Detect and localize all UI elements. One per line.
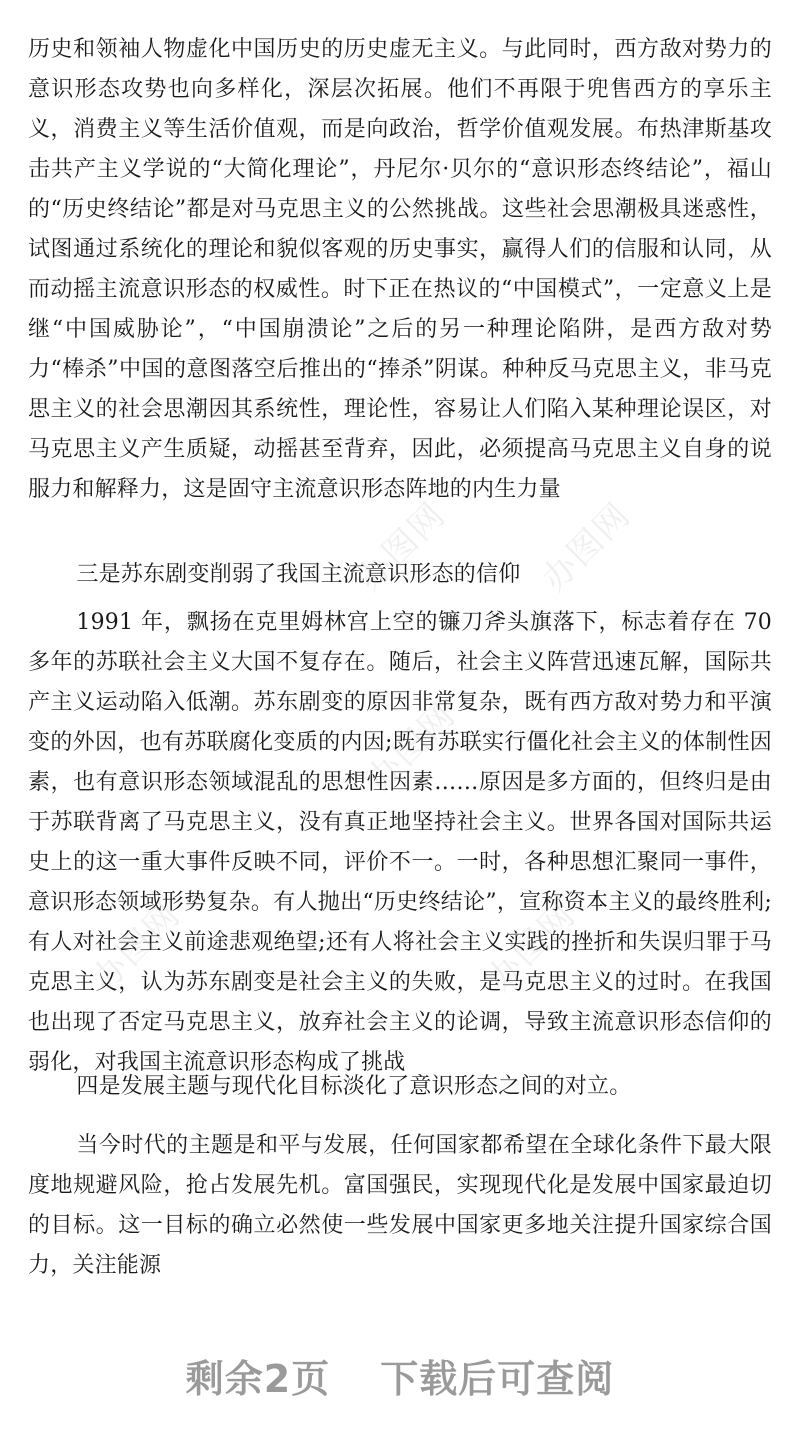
paragraph-text: 历史和领袖人物虚化中国历史的历史虚无主义。与此同时，西方敌对势力的意识形态攻势也向多样化，深层次拓展。他们不再限于兜售西方的享乐主义，消费主义等生活价值观，而是向政治，哲学价值观发展。布热津斯基攻击共产主义学说的“大简化理论”，丹尼尔·贝尔的“意识形态终结论”，福山的“历史终结论”都是对马克思主义的公然挑战。这些社会思潮极具迷惑性，试图通过系统化的理论和貌似客观的历史事实，赢得人们的信服和认同，从而动摇主流意识形态的权威性。时下正在热议的“中国模式”，一定意义上是继“中国威胁论”，“中国崩溃论”之后的另一种理论陷阱，是西方敌对势力“棒杀”中国的意图落空后推出的“捧杀”阴谋。种种反马克思主义，非马克思主义的社会思潮因其系统性，理论性，容易让人们陷入某种理论误区，对马克思主义产生质疑，动摇甚至背弃，因此，必须提高马克思主义自身的说服力和解释力，这是固守主流意识形态阵地的内生力量	[28, 37, 772, 502]
section-heading-4	[28, 1067, 772, 1107]
watermark: 办图网	[349, 494, 454, 600]
remaining-pages-label: 剩余2页	[185, 1357, 331, 1401]
download-prompt-banner[interactable]	[0, 1348, 800, 1403]
heading-text: 三是苏东剧变削弱了我国主流意识形态的信仰	[76, 562, 521, 587]
watermark: 办图网	[534, 494, 639, 600]
paragraph-block-2	[28, 603, 772, 1083]
paragraph-block-3	[28, 1126, 772, 1286]
section-heading-3	[28, 555, 772, 595]
watermark: 办图网	[479, 894, 584, 1000]
watermark: 办图网	[359, 694, 464, 800]
download-to-view-label: 下载后可查阅	[380, 1357, 615, 1401]
paragraph-text: 1991 年，飘扬在克里姆林宫上空的镰刀斧头旗落下，标志着存在 70 多年的苏联社会主义大国不复存在。随后，社会主义阵营迅速瓦解，国际共产主义运动陷入低潮。苏东剧变的原因非常复杂，既有西方敌对势力和平演变的外因，也有苏联腐化变质的内因;既有苏联实行僵化社会主义的体制性因素，也有意识形态领域混乱的思想性因素……原因是多方面的，但终归是由于苏联背离了马克思主义，没有真正地坚持社会主义。世界各国对国际共运史上的这一重大事件反映不同，评价不一。一时，各种思想汇聚同一事件，意识形态领域形势复杂。有人抛出“历史终结论”，宣称资本主义的最终胜利;有人对社会主义前途悲观绝望;还有人将社会主义实践的挫折和失误归罪于马克思主义，认为苏东剧变是社会主义的失败，是马克思主义的过时。在我国也出现了否定马克思主义，放弃社会主义的论调，导致主流意识形态信仰的弱化，对我国主流意识形态构成了挑战	[28, 610, 772, 1075]
heading-text: 四是发展主题与现代化目标淡化了意识形态之间的对立。	[76, 1074, 632, 1099]
paragraph-block-1	[28, 30, 772, 510]
paragraph-text: 当今时代的主题是和平与发展，任何国家都希望在全球化条件下最大限度地规避风险，抢占发展先机。富国强民，实现现代化是发展中国家最迫切的目标。这一目标的确立必然使一些发展中国家更多地关注提升国家综合国力，关注能源	[28, 1133, 772, 1278]
watermark: 办图网	[84, 894, 189, 1000]
